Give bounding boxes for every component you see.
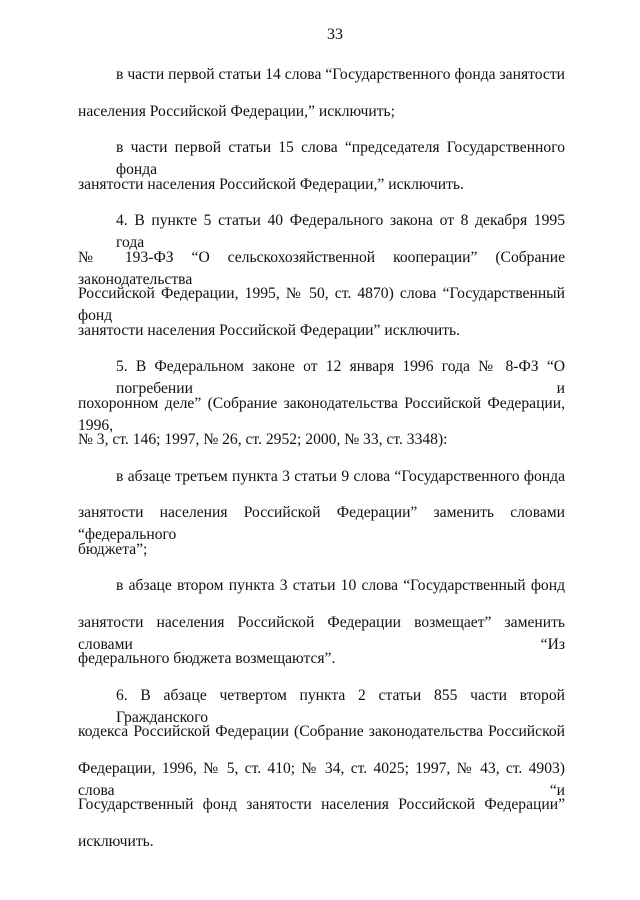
text-line: Федерации, 1996, № 5, ст. 410; № 34, ст. 4025; 1997, № 43, ст. 4903) слова “и [78, 759, 565, 799]
text-line: № 3, ст. 146; 1997, № 26, ст. 2952; 2000, № 33, ст. 3348): [78, 431, 448, 448]
text-line: занятости населения Российской Федерации,” исключить. [78, 175, 464, 193]
text-line: похоронном деле” (Собрание законодательства Российской Федерации, 1996, [78, 394, 565, 434]
text-line: в абзаце втором пункта 3 статьи 10 слова “Государственный фонд [116, 577, 565, 594]
text-line: занятости населения Российской Федерации” исключить. [78, 321, 461, 339]
paragraph [78, 466, 565, 576]
text-line: кодекса Российской Федерации (Собрание законодательства Российской [78, 723, 565, 740]
paragraph [78, 210, 565, 356]
text-line: № 193-ФЗ “О сельскохозяйственной кооперации” (Собрание законодательства [78, 248, 565, 288]
text-line: исключить. [78, 832, 154, 850]
paragraph [78, 356, 565, 466]
page-number: 33 [327, 26, 343, 43]
paragraph [78, 685, 565, 868]
paragraph [78, 575, 565, 685]
text-line: 6. В абзаце четвертом пункта 2 статьи 855 части второй Гражданского [116, 686, 565, 726]
text-line: занятости населения Российской Федерации” заменить словами “федерального [78, 504, 565, 543]
text-line: в части первой статьи 14 слова “Государственного фонда занятости [116, 66, 565, 83]
document-body [78, 64, 565, 867]
text-line: федерального бюджета возмещаются”. [78, 650, 336, 667]
text-line: 5. В Федеральном законе от 12 января 1996 года № 8-ФЗ “О погребении и [116, 358, 565, 397]
text-line: бюджета”; [78, 540, 148, 558]
text-line: Российской Федерации, 1995, № 50, ст. 4870) слова “Государственный фонд [78, 285, 565, 324]
paragraph [78, 137, 565, 210]
text-line: в абзаце третьем пункта 3 статьи 9 слова “Государственного фонда [116, 467, 565, 485]
text-line: в части первой статьи 15 слова “председателя Государственного фонда [116, 139, 565, 178]
text-line: населения Российской Федерации,” исключить; [78, 102, 395, 120]
paragraph [78, 64, 565, 137]
text-line: занятости населения Российской Федерации возмещает” заменить словами “Из [78, 613, 565, 653]
text-line: 4. В пункте 5 статьи 40 Федерального закона от 8 декабря 1995 года [116, 212, 565, 251]
text-line: Государственный фонд занятости населения Российской Федерации” [78, 796, 565, 813]
